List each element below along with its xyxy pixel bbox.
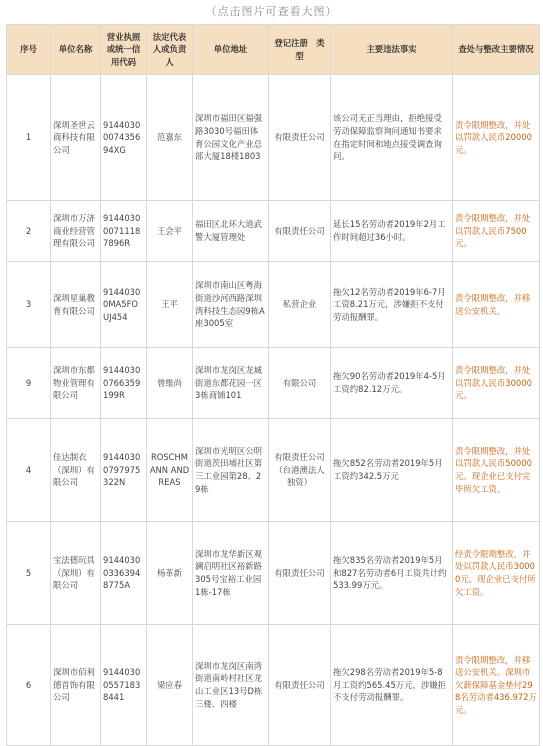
- cell-code: 91440300797975322N: [101, 419, 147, 522]
- cell-code: 914403000711187896R: [101, 201, 147, 262]
- cell-addr: 深圳市南山区粤海街道沙河西路深圳湾科技生态园9栋A座3005室: [193, 262, 269, 348]
- cell-name: 深圳市东都物业管理有限公司: [51, 348, 101, 419]
- cell-addr: 深圳市光明区公明街道茨田埔社区第三工业园第28、29栋: [193, 419, 269, 522]
- table-row: [7, 625, 540, 746]
- cell-fact: 拖欠12名劳动者2019年6-7月工资8.21万元，涉嫌拒不支付劳动报酬罪。: [331, 262, 453, 348]
- cell-addr: 深圳市龙华新区观澜启明社区裕新路305号宝裕工业园1栋-17栋: [193, 522, 269, 625]
- cell-type: 有限责任公司: [269, 201, 331, 262]
- header-type: 登记注册 类型: [269, 25, 331, 75]
- table-row: [7, 419, 540, 522]
- cell-fact: 拖欠90名劳动者2019年4-5月工资约82.12万元。: [331, 348, 453, 419]
- cell-code: 914403005571838441: [101, 625, 147, 746]
- cell-name: 深圳圣世云商科技有限公司: [51, 75, 101, 201]
- cell-name: 深圳市万济商业经营管理有限公司: [51, 201, 101, 262]
- cell-rep: 范嘉东: [147, 75, 193, 201]
- header-rep: 法定代表人或负责人: [147, 25, 193, 75]
- table-row: [7, 75, 540, 201]
- header-result: 查处与整改主要情况: [453, 25, 540, 75]
- cell-fact: 拖欠852名劳动者2019年5月工资约342.5万元: [331, 419, 453, 522]
- cell-name: 深圳市佰利德首饰有限公司: [51, 625, 101, 746]
- cell-rep: ROSCHMANN ANDREAS: [147, 419, 193, 522]
- table-row: [7, 522, 540, 625]
- cell-code: 914403003363948775A: [101, 522, 147, 625]
- cell-seq: 3: [7, 262, 51, 348]
- cell-addr: 福田区北环大道武警大厦管理处: [193, 201, 269, 262]
- cell-type: 有限公司: [269, 348, 331, 419]
- cell-fact: 该公司无正当理由，拒绝接受劳动保障监察询问通知书要求在指定时间和地点接受调查询问。: [331, 75, 453, 201]
- table-row: [7, 201, 540, 262]
- cell-fact: 拖欠298名劳动者2019年5-8月工资约565.45万元，涉嫌拒不支付劳动报酬罪。: [331, 625, 453, 746]
- image-caption: （点击图片可查看大图）: [205, 5, 338, 18]
- cell-result: 责令限期整改，并处以罚款人民币7500元。: [453, 201, 540, 262]
- cell-rep: 杨革新: [147, 522, 193, 625]
- table-row: [7, 262, 540, 348]
- cell-seq: 4: [7, 419, 51, 522]
- cell-type: 有限责任公司: [269, 75, 331, 201]
- header-name: 单位名称: [51, 25, 101, 75]
- table-row: [7, 348, 540, 419]
- cell-type: 有限责任公司: [269, 625, 331, 746]
- cell-rep: 王会平: [147, 201, 193, 262]
- cell-addr: 深圳市龙岗区龙城街道东都花园一区3栋商铺101: [193, 348, 269, 419]
- cell-type: 有限责任公司: [269, 522, 331, 625]
- cell-addr: 深圳市龙岗区南湾街道南岭村社区龙山工业区13号D栋三楼、四楼: [193, 625, 269, 746]
- cell-addr: 深圳市福田区福强路3030号福田体育公园文化产业总部大厦18楼1803: [193, 75, 269, 201]
- cell-name: 宝法德玩具（深圳）有限公司: [51, 522, 101, 625]
- header-code: 营业执照或统一信用代码: [101, 25, 147, 75]
- cell-result: 责令限期整改，并移送公安机关。: [453, 262, 540, 348]
- header-seq: 序号: [7, 25, 51, 75]
- cell-name: 深圳星巢教育有限公司: [51, 262, 101, 348]
- cell-type: 有限责任公司（台港澳法人独资）: [269, 419, 331, 522]
- cell-result: 责令限期整改，并处以罚款人民币50000元。现企业已支付完毕所欠工资。: [453, 419, 540, 522]
- header-fact: 主要违法事实: [331, 25, 453, 75]
- cell-result: 责令限期整改，并移送公安机关。深圳市欠薪保障基金垫付298名劳动者436.972万元。: [453, 625, 540, 746]
- cell-seq: 6: [7, 625, 51, 746]
- violation-table: [6, 24, 540, 746]
- cell-rep: 梁应春: [147, 625, 193, 746]
- cell-fact: 拖欠835名劳动者2019年5月和827名劳动者6月工资共计约533.99万元。: [331, 522, 453, 625]
- cell-code: 91440300MA5FOUJ454: [101, 262, 147, 348]
- header-addr: 单位地址: [193, 25, 269, 75]
- header-row: [7, 25, 540, 75]
- cell-seq: 5: [7, 522, 51, 625]
- cell-name: 佳达制衣（深圳）有限公司: [51, 419, 101, 522]
- cell-code: 91440300766359199R: [101, 348, 147, 419]
- cell-result: 责令限期整改，并处以罚款人民币20000元。: [453, 75, 540, 201]
- cell-fact: 延长15名劳动者2019年2月工作时间超过36小时。: [331, 201, 453, 262]
- cell-rep: 曾维尚: [147, 348, 193, 419]
- cell-code: 9144030007435694XG: [101, 75, 147, 201]
- cell-result: 经责令限期整改，并处以罚款人民币30000元。现企业已支付所欠工资。: [453, 522, 540, 625]
- cell-rep: 王平: [147, 262, 193, 348]
- cell-seq: 1: [7, 75, 51, 201]
- cell-seq: 9: [7, 348, 51, 419]
- cell-result: 责令限期整改，并处以罚款人民币30000元。: [453, 348, 540, 419]
- cell-type: 私营企业: [269, 262, 331, 348]
- cell-seq: 2: [7, 201, 51, 262]
